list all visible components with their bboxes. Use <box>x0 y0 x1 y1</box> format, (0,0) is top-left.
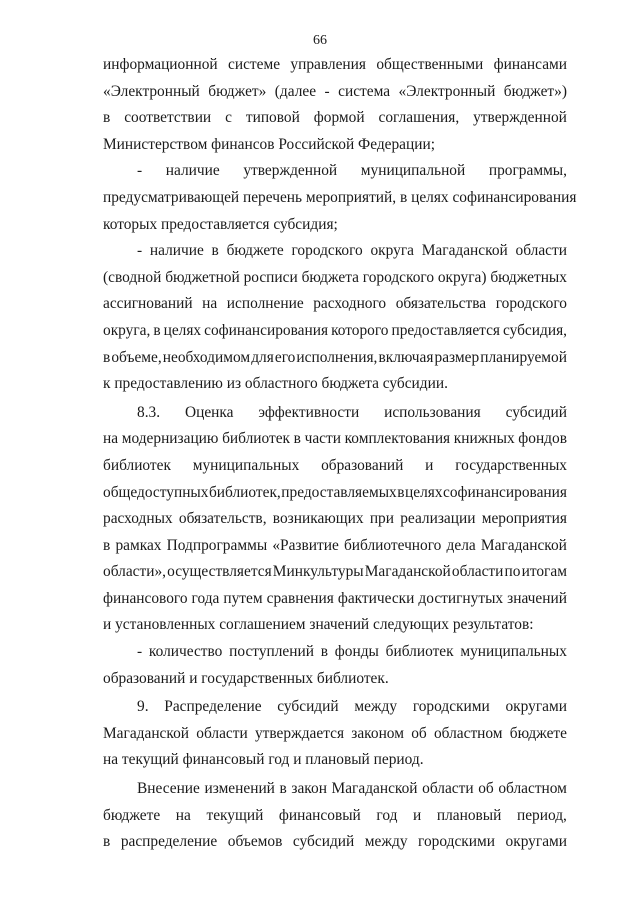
word: плановый <box>436 806 502 824</box>
word: изменений <box>204 780 275 798</box>
word: общедоступных <box>103 483 209 501</box>
word: системе <box>228 56 281 73</box>
word: - <box>324 82 330 100</box>
text-line <box>103 533 567 560</box>
word: - <box>137 643 143 661</box>
word: планируемой <box>480 348 567 366</box>
word: формой <box>313 109 365 127</box>
word: муниципальной <box>360 162 466 180</box>
word: «Развитие <box>272 536 339 554</box>
word: городского <box>291 242 363 260</box>
text-line <box>103 586 567 613</box>
word: областном <box>433 724 503 742</box>
word: в <box>103 348 111 366</box>
word: округами <box>505 833 567 851</box>
word: между <box>354 698 398 716</box>
word: обязательств, <box>178 510 267 528</box>
word: соглашения, <box>378 109 460 127</box>
word: бюджете <box>226 242 284 260</box>
text-line: предусматривающей перечень мероприятий, в целях софинансирования <box>103 188 577 206</box>
word: период, <box>516 806 567 824</box>
word: ассигнований <box>103 295 193 313</box>
word: возникающих <box>272 510 364 528</box>
word: фонды <box>334 643 379 661</box>
word: необходимом <box>162 348 251 366</box>
word: в <box>153 321 161 339</box>
word: утвержденной <box>243 162 338 180</box>
word: в <box>397 483 405 501</box>
word: Магаданской <box>364 563 451 581</box>
word: в <box>103 833 111 851</box>
word: наличие <box>149 242 204 260</box>
word: управления <box>290 56 366 73</box>
text-line <box>103 400 567 427</box>
text-line <box>103 803 567 830</box>
text-line <box>103 776 567 803</box>
word: бюджетной <box>165 268 240 286</box>
word: финансами <box>493 56 567 73</box>
word: городскими <box>418 833 495 851</box>
word: типовой <box>245 109 300 127</box>
text-line: Министерством финансов Российской Федерации; <box>103 135 435 153</box>
paragraph-budget-amendments <box>103 776 567 856</box>
word: достигнутых <box>418 589 504 607</box>
word: библиотек <box>385 643 454 661</box>
word: программы, <box>488 162 567 180</box>
word: исполнение <box>226 295 304 313</box>
word: использования <box>384 403 481 421</box>
word: мероприятия <box>481 510 567 528</box>
word: соответствии <box>124 109 212 127</box>
word: государственных <box>455 456 567 474</box>
word: в <box>103 109 111 127</box>
word: между <box>364 833 408 851</box>
word: рамках <box>115 536 162 554</box>
text-line <box>103 345 567 372</box>
word: Магаданской <box>331 780 418 798</box>
text-line <box>103 639 567 666</box>
word: года <box>191 589 220 607</box>
word: субсидий <box>292 833 355 851</box>
word: округами <box>505 698 567 716</box>
page-number: 66 <box>313 33 327 48</box>
word: «Электронный <box>103 82 200 100</box>
word: округа, <box>103 321 151 339</box>
word: округа <box>370 242 414 260</box>
word: количество <box>148 643 223 661</box>
paragraph-budget-allocations <box>103 238 567 398</box>
word: закон <box>291 780 327 798</box>
word: путем <box>223 589 263 607</box>
word: размер <box>434 348 480 366</box>
text-line: и установленных соглашением значений следующих результатов: <box>103 616 534 634</box>
text-line: к предоставлению из областного бюджета субсидии. <box>103 375 448 393</box>
word: софинансирования <box>443 483 567 501</box>
word: включая <box>378 348 434 366</box>
word: предоставляется <box>391 321 500 339</box>
word: бюджете <box>509 724 567 742</box>
word: эффективности <box>258 403 360 421</box>
word: библиотек <box>222 430 291 448</box>
word: значений <box>507 589 567 607</box>
word: Оценка <box>184 403 234 421</box>
word: которого <box>331 321 389 339</box>
word: в <box>320 643 329 661</box>
text-line: на текущий финансовый год и плановый период. <box>103 751 424 769</box>
word: муниципальных <box>192 456 300 474</box>
word: об <box>411 724 427 742</box>
word: на <box>175 806 191 824</box>
word: Магаданской <box>421 242 508 260</box>
word: утвержденной <box>473 109 567 127</box>
word: наличие <box>165 162 220 180</box>
word: общественными <box>376 56 484 73</box>
text-line <box>103 265 567 292</box>
word: области <box>515 242 567 260</box>
word: распределение <box>120 833 218 851</box>
word: городского <box>362 268 435 286</box>
document-body <box>103 52 577 856</box>
text-line <box>103 480 567 507</box>
word: (далее <box>274 82 317 100</box>
word: муниципальных <box>460 643 567 661</box>
word: законом <box>351 724 404 742</box>
word: бюджет») <box>503 82 567 100</box>
word: библиотечного <box>343 536 442 554</box>
word: субсидий <box>277 698 339 716</box>
text-line <box>103 79 567 106</box>
text-line <box>103 506 567 533</box>
text-line <box>103 829 567 856</box>
word: текущий <box>206 806 264 824</box>
word: части <box>304 430 341 448</box>
word: целях <box>163 321 202 339</box>
word: областном <box>498 780 567 798</box>
text-line <box>103 158 567 185</box>
word: для <box>251 348 274 366</box>
word: об <box>478 780 494 798</box>
word: на <box>103 430 119 448</box>
word: области <box>196 724 248 742</box>
word: 8.3. <box>137 403 161 421</box>
word: Магаданской <box>480 536 567 554</box>
word: с <box>225 109 232 127</box>
text-line <box>103 559 567 586</box>
word: его <box>274 348 296 366</box>
word: информационной <box>103 56 218 73</box>
word: городского <box>495 295 567 313</box>
text-line <box>103 318 567 345</box>
text-line <box>103 238 567 265</box>
word: утверждается <box>254 724 345 742</box>
text-line <box>103 694 567 721</box>
paragraph-efficiency-assessment <box>103 400 567 639</box>
word: в <box>293 430 301 448</box>
paragraph-municipal-program <box>103 158 577 238</box>
word: и <box>425 456 434 474</box>
word: 9. <box>137 698 149 716</box>
word: объеме, <box>111 348 162 366</box>
word: бюджете <box>103 806 161 824</box>
word: в <box>279 780 287 798</box>
word: расходного <box>313 295 387 313</box>
word: библиотек <box>103 456 171 474</box>
word: Магаданской <box>103 724 190 742</box>
word: система <box>338 82 391 100</box>
text-line <box>103 291 567 318</box>
word: субсидия, <box>502 321 567 339</box>
word: Минкультуры <box>272 563 364 581</box>
word: фактически <box>337 589 415 607</box>
word: - <box>137 162 143 180</box>
word: в <box>211 242 219 260</box>
word: целях <box>405 483 443 501</box>
word: исполнения, <box>296 348 378 366</box>
text-line <box>103 426 567 453</box>
word: книжных <box>453 430 515 448</box>
word: Подпрограммы <box>166 536 268 554</box>
word: фондов <box>518 430 567 448</box>
word: на <box>202 295 218 313</box>
text-line <box>103 721 567 748</box>
word: бюджет» <box>208 82 267 100</box>
word: в <box>103 536 111 554</box>
paragraph-subsidy-distribution <box>103 694 567 774</box>
word: модернизацию <box>121 430 219 448</box>
word: дела <box>446 536 476 554</box>
word: области», <box>103 563 166 581</box>
word: итогам <box>521 563 567 581</box>
text-line <box>103 52 567 79</box>
paragraph-electronic-budget <box>103 52 567 158</box>
word: субсидий <box>505 403 567 421</box>
word: реализации <box>400 510 476 528</box>
word: бюджетных <box>490 268 567 286</box>
paragraph-result-indicator <box>103 639 567 692</box>
word: финансового <box>103 589 188 607</box>
word: росписи <box>243 268 298 286</box>
word: поступлений <box>229 643 314 661</box>
word: осуществляется <box>167 563 272 581</box>
word: бюджета <box>301 268 359 286</box>
word: библиотек, <box>208 483 281 501</box>
word: и <box>413 806 422 824</box>
word: объемов <box>227 833 283 851</box>
word: округа) <box>437 268 487 286</box>
word: год <box>376 806 398 824</box>
word: обязательства <box>395 295 487 313</box>
text-line: которых предоставляется субсидия; <box>103 215 338 233</box>
word: сравнения <box>266 589 334 607</box>
text-line <box>103 453 567 480</box>
word: по <box>504 563 521 581</box>
word: городскими <box>412 698 490 716</box>
word: образований <box>321 456 404 474</box>
word: (сводной <box>103 268 162 286</box>
word: финансовый <box>278 806 361 824</box>
word: области <box>422 780 474 798</box>
word: предоставляемых <box>281 483 397 501</box>
text-line <box>103 105 567 132</box>
word: при <box>369 510 394 528</box>
text-line: образований и государственных библиотек. <box>103 669 389 687</box>
word: «Электронный <box>398 82 496 100</box>
word: софинансирования <box>204 321 329 339</box>
word: расходных <box>103 510 173 528</box>
word: Распределение <box>164 698 262 716</box>
word: области <box>451 563 504 581</box>
word: Внесение <box>137 780 200 798</box>
word: комплектования <box>344 430 451 448</box>
word: - <box>137 242 143 260</box>
